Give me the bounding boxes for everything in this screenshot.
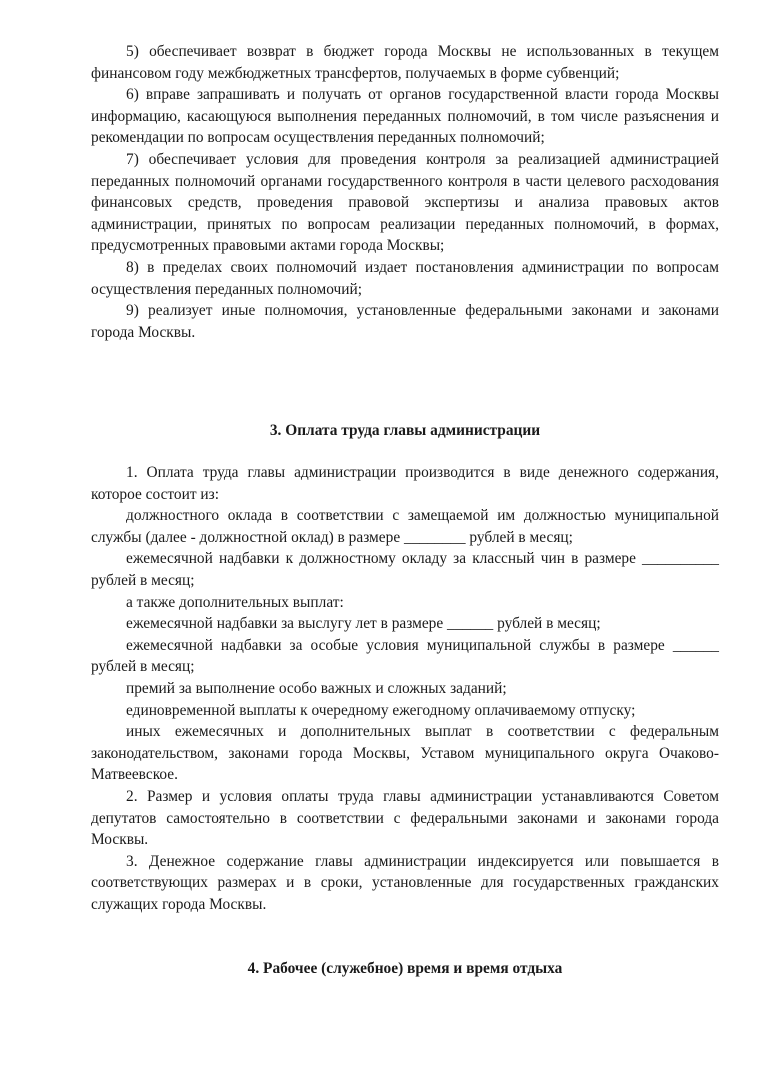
list-item: 7) обеспечивает условия для проведения контроля за реализацией администрацией переданных полномочий органами государственного контроля в части целевого расходования финансовых средств, проведения правовой экспертизы и анализа правовых актов администрации, принятых по вопросам реализации переданных полномочий, в формах, предусмотренных правовыми актами города Москвы; [91,150,719,255]
section-3-heading-block [91,420,719,442]
paragraph: ежемесячной надбавки за выслугу лет в размере ______ рублей в месяц; [126,615,601,633]
section-4-heading-block [91,958,719,980]
list-item: 8) в пределах своих полномочий издает постановления администрации по вопросам осуществления переданных полномочий; [91,258,719,298]
list-item: 6) вправе запрашивать и получать от органов государственной власти города Москвы информацию, касающуюся выполнения переданных полномочий, в том числе разъяснения и рекомендации по вопросам осуществления переданных полномочий; [91,86,719,147]
powers-list [91,41,719,343]
section-heading: 3. Оплата труда главы администрации [269,422,541,439]
paragraph: единовременной выплаты к очередному ежегодному оплачиваемому отпуску; [126,701,636,719]
paragraph: премий за выполнение особо важных и сложных заданий; [126,679,507,697]
paragraph: ежемесячной надбавки за особые условия муниципальной службы в размере ______ рублей в месяц; [91,636,719,676]
section-3-body [91,462,719,915]
list-item: 5) обеспечивает возврат в бюджет города Москвы не использованных в текущем финансовом году межбюджетных трансфертов, получаемых в форме субвенций; [91,43,719,82]
paragraph: 3. Денежное содержание главы администрации индексируется или повышается в соответствующих размерах и в сроки, установленные для государственных гражданских служащих города Москвы. [91,852,719,913]
paragraph: 2. Размер и условия оплаты труда главы администрации устанавливаются Советом депутатов самостоятельно в соответствии с федеральными законами и законами города Москвы. [91,787,719,849]
paragraph: 1. Оплата труда главы администрации производится в виде денежного содержания, которое состоит из: [91,464,719,503]
paragraph: иных ежемесячных и дополнительных выплат в соответствии с федеральным законодательством, законами города Москвы, Уставом муниципального округа Очаково-Матвеевское. [91,723,719,784]
paragraph: а также дополнительных выплат: [126,593,344,611]
paragraph: ежемесячной надбавки к должностному окладу за классный чин в размере __________ рублей в месяц; [91,550,719,589]
list-item: 9) реализует иные полномочия, установленные федеральными законами и законами города Москвы. [91,302,719,341]
section-heading: 4. Рабочее (служебное) время и время отдыха [247,960,563,977]
paragraph: должностного оклада в соответствии с замещаемой им должностью муниципальной службы (далее - должностной оклад) в размере ________ рублей в месяц; [91,507,719,546]
